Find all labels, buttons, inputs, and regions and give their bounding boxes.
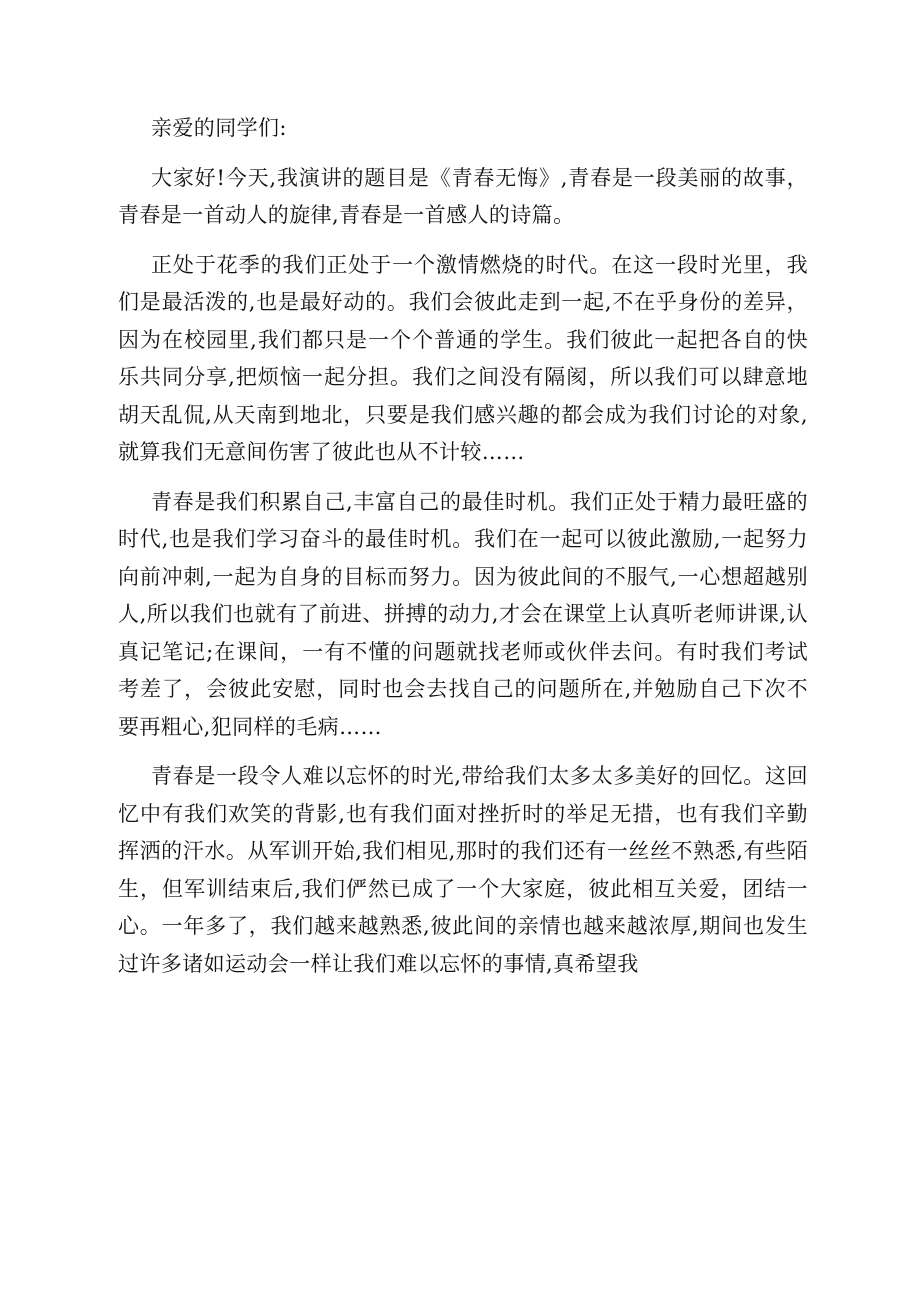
paragraph-1: 大家好!今天,我演讲的题目是《青春无悔》,青春是一段美丽的故事，青春是一首动人的旋律,青春是一首感人的诗篇。 [118,165,808,227]
document-body [118,110,808,995]
paragraph-3: 青春是我们积累自己,丰富自己的最佳时机。我们正处于精力最旺盛的时代,也是我们学习奋斗的最佳时机。我们在一起可以彼此激励,一起努力向前冲刺,一起为自身的目标而努力。因为彼此间的不服气,一心想超越别人,所以我们也就有了前进、拼搏的动力,才会在课堂上认真听老师讲课,认真记笔记;在课间，一有不懂的问题就找老师或伙伴去问。有时我们考试考差了，会彼此安慰，同时也会去找自己的问题所在,并勉励自己下次不要再粗心,犯同样的毛病…… [118,489,808,739]
paragraph-2: 正处于花季的我们正处于一个激情燃烧的时代。在这一段时光里，我们是最活泼的,也是最好动的。我们会彼此走到一起,不在乎身份的差异，因为在校园里,我们都只是一个个普通的学生。我们彼此一起把各自的快乐共同分享,把烦恼一起分担。我们之间没有隔阂，所以我们可以肆意地胡天乱侃,从天南到地北，只要是我们感兴趣的都会成为我们讨论的对象,就算我们无意间伤害了彼此也从不计较…… [118,252,808,464]
paragraph-4: 青春是一段令人难以忘怀的时光,带给我们太多太多美好的回忆。这回忆中有我们欢笑的背影,也有我们面对挫折时的举足无措，也有我们辛勤挥洒的汗水。从军训开始,我们相见,那时的我们还有一丝丝不熟悉,有些陌生，但军训结束后,我们俨然已成了一个大家庭，彼此相互关爱，团结一心。一年多了，我们越来越熟悉,彼此间的亲情也越来越浓厚,期间也发生过许多诸如运动会一样让我们难以忘怀的事情,真希望我 [118,764,808,976]
salutation: 亲爱的同学们: [151,116,287,140]
